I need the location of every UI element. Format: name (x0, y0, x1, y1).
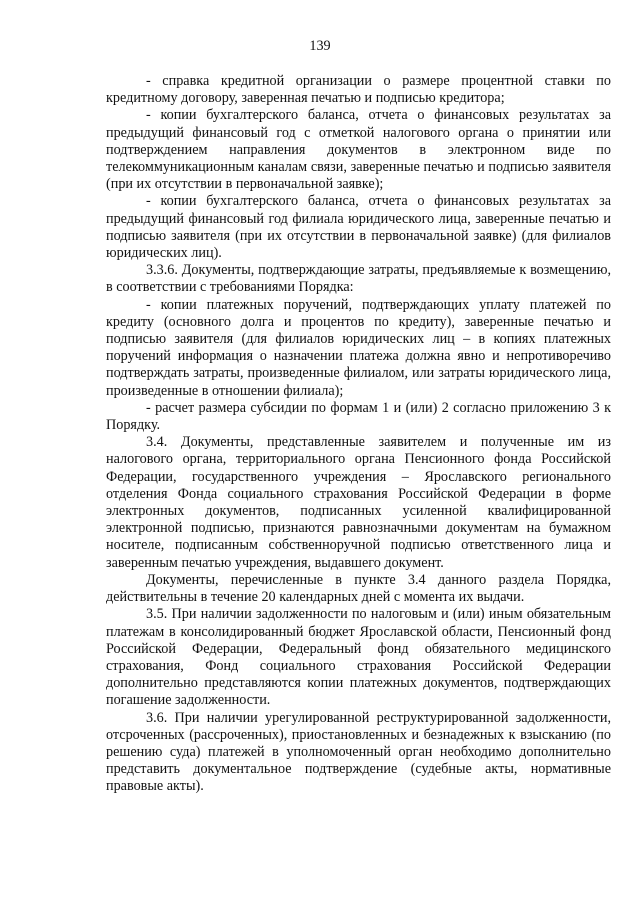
paragraph-subsidy-calculation: - расчет размера субсидии по формам 1 и (или) 2 согласно приложению 3 к Порядку. (106, 399, 611, 434)
paragraph-3-5: 3.5. При наличии задолженности по налоговым и (или) иным обязательным платежам в консолидированный бюджет Ярославской области, Пенсионный фонд Российской Федерации, Федеральный фонд обязательного медицинского страхования, Фонд социального страхования Российской Федерации дополнительно представляются копии платежных документов, подтверждающих погашение задолженности. (106, 606, 611, 709)
paragraph-branch-balance-copies: - копии бухгалтерского баланса, отчета о финансовых результатах за предыдущий финансовый год филиала юридического лица, заверенные печатью и подписью заявителя (при их отсутствии в первоначальной заявке) (для филиалов юридических лиц). (106, 193, 611, 262)
paragraph-credit-certificate: - справка кредитной организации о размере процентной ставки по кредитному договору, заверенная печатью и подписью кредитора; (106, 73, 611, 107)
paragraph-3-4: 3.4. Документы, представленные заявителем и полученные им из налогового органа, территориального органа Пенсионного фонда Российской Федерации, государственного учреждения – Ярославского регионального отделения Фонда социального страхования Российской Федерации в форме электронных документов, подписанных усиленной квалифицированной электронной подписью, признаются равнозначными документам на бумажном носителе, подписанным собственноручной подписью ответственного лица и заверенным печатью учреждения, выдавшего документ. (106, 434, 611, 571)
page-number: 139 (309, 38, 331, 54)
paragraph-validity-period: Документы, перечисленные в пункте 3.4 данного раздела Порядка, действительны в течение 20 календарных дней с момента их выдачи. (106, 571, 611, 606)
paragraph-3-3-6: 3.3.6. Документы, подтверждающие затраты, предъявляемые к возмещению, в соответствии с требованиями Порядка: (106, 262, 611, 296)
paragraph-balance-copies: - копии бухгалтерского баланса, отчета о финансовых результатах за предыдущий финансовый год с отметкой налогового органа о принятии или подтверждением направления документов в электронном виде по телекоммуникационным каналам связи, заверенные печатью и подписью заявителя (при их отсутствии в первоначальной заявке); (106, 107, 611, 193)
paragraph-payment-orders: - копии платежных поручений, подтверждающих уплату платежей по кредиту (основного долга и процентов по кредиту), заверенные печатью и подписью заявителя (для филиалов юридических лиц – в копиях платежных поручений информация о назначении платежа должна явно и непротиворечиво подтверждать затраты, произведенные филиалом, или затраты юридического лица, произведенные в отношении филиала); (106, 296, 611, 399)
document-body (106, 73, 611, 796)
paragraph-3-6: 3.6. При наличии урегулированной реструктурированной задолженности, отсроченных (рассроченных), приостановленных и безнадежных к взысканию (по решению суда) платежей в уполномоченный орган необходимо дополнительно представить документальное подтверждение (судебные акты, нормативные правовые акты). (106, 709, 611, 795)
